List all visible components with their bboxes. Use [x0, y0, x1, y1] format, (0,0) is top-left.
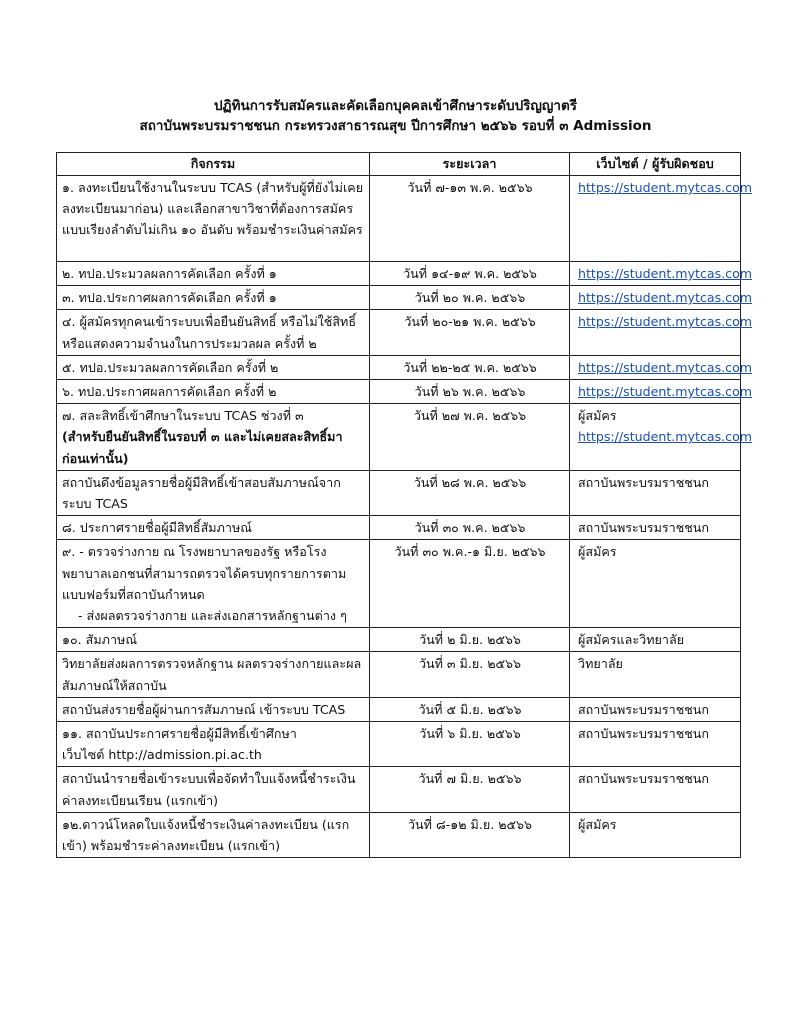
tcas-link[interactable]: https://student.mytcas.com: [578, 266, 753, 281]
table-row: [57, 286, 741, 310]
table-row: [57, 767, 741, 812]
row-period: วันที่ ๓๐ พ.ค. ๒๕๖๖: [370, 516, 570, 540]
row-period: วันที่ ๒๗ พ.ค. ๒๕๖๖: [370, 404, 570, 471]
tcas-link[interactable]: https://student.mytcas.com: [578, 429, 753, 445]
row-activity: ๔. ผู้สมัครทุกคนเข้าระบบเพื่อยืนยันสิทธิ์ หรือไม่ใช้สิทธิ์หรือแสดงความจำนงในการประมวลผล ครั้งที่ ๒: [57, 310, 370, 355]
table-row: [57, 262, 741, 286]
row-activity: ๑๑. สถาบันประกาศรายชื่อผู้มีสิทธิ์เข้าศึกษา: [62, 726, 297, 742]
row-period: วันที่ ๗-๑๓ พ.ค. ๒๕๖๖: [370, 176, 570, 262]
row-period: วันที่ ๓๐ พ.ค.-๑ มิ.ย. ๒๕๖๖: [370, 540, 570, 628]
row-activity: ๘. ประกาศรายชื่อผู้มีสิทธิ์สัมภาษณ์: [57, 516, 370, 540]
row-activity: วิทยาลัยส่งผลการตรวจหลักฐาน ผลตรวจร่างกายและผลสัมภาษณ์ให้สถาบัน: [57, 652, 370, 697]
row-activity-note: (สำหรับยืนยันสิทธิ์ในรอบที่ ๓ และไม่เคยสละสิทธิ์มาก่อนเท่านั้น): [62, 429, 343, 466]
row-activity: สถาบันส่งรายชื่อผู้ผ่านการสัมภาษณ์ เข้าระบบ TCAS: [57, 697, 370, 721]
row-responsible: สถาบันพระบรมราชชนก: [570, 516, 741, 540]
header-website: เว็บไซต์ / ผู้รับผิดชอบ: [570, 153, 741, 176]
table-row: [57, 355, 741, 379]
row-period: วันที่ ๓ มิ.ย. ๒๕๖๖: [370, 652, 570, 697]
row-responsible: ผู้สมัครและวิทยาลัย: [570, 628, 741, 652]
row-period: วันที่ ๗ มิ.ย. ๒๕๖๖: [370, 767, 570, 812]
row-activity: ๗. สละสิทธิ์เข้าศึกษาในระบบ TCAS ช่วงที่ ๓: [62, 408, 304, 424]
row-activity: ๑. ลงทะเบียนใช้งานในระบบ TCAS (สำหรับผู้ที่ยังไม่เคยลงทะเบียนมาก่อน) และเลือกสาขาวิชาที่ต้องการสมัครแบบเรียงลำดับไม่เกิน ๑๐ อันดับ พร้อมชำระเงินค่าสมัคร: [57, 176, 370, 262]
row-responsible: สถาบันพระบรมราชชนก: [570, 767, 741, 812]
schedule-table: [56, 152, 753, 858]
header-period: ระยะเวลา: [370, 153, 570, 176]
row-period: วันที่ ๒๘ พ.ค. ๒๕๖๖: [370, 470, 570, 515]
row-activity: สถาบันดึงข้อมูลรายชื่อผู้มีสิทธิ์เข้าสอบสัมภาษณ์จากระบบ TCAS: [57, 470, 370, 515]
row-period: วันที่ ๒๐-๒๑ พ.ค. ๒๕๖๖: [370, 310, 570, 355]
row-period: วันที่ ๕ มิ.ย. ๒๕๖๖: [370, 697, 570, 721]
tcas-link[interactable]: https://student.mytcas.com: [578, 384, 753, 400]
table-row: [57, 652, 741, 697]
table-row: [57, 310, 741, 355]
table-row: [57, 470, 741, 515]
row-period: วันที่ ๒๐ พ.ค. ๒๕๖๖: [370, 286, 570, 310]
row-responsible: ผู้สมัคร: [578, 408, 617, 424]
table-row: [57, 380, 741, 404]
row-activity: ๖. ทปอ.ประกาศผลการคัดเลือก ครั้งที่ ๒: [57, 380, 370, 404]
row-responsible: สถาบันพระบรมราชชนก: [570, 470, 741, 515]
table-row: [57, 176, 741, 262]
row-activity: ๕. ทปอ.ประมวลผลการคัดเลือก ครั้งที่ ๒: [57, 355, 370, 379]
row-activity: ๑๒.ดาวน์โหลดใบแจ้งหนี้ชำระเงินค่าลงทะเบียน (แรกเข้า) พร้อมชำระค่าลงทะเบียน (แรกเข้า): [57, 812, 370, 857]
row-activity-note: - ส่งผลตรวจร่างกาย และส่งเอกสารหลักฐานต่าง ๆ: [78, 608, 347, 624]
document-subtitle: สถาบันพระบรมราชชนก กระทรวงสาธารณสุข ปีการศึกษา ๒๕๖๖ รอบที่ ๓ Admission: [139, 118, 652, 134]
document-title: ปฏิทินการรับสมัครและคัดเลือกบุคคลเข้าศึกษาระดับปริญญาตรี: [213, 98, 577, 114]
tcas-link[interactable]: https://student.mytcas.com: [578, 359, 753, 375]
row-period: วันที่ ๖ มิ.ย. ๒๕๖๖: [370, 722, 570, 767]
tcas-link[interactable]: https://student.mytcas.com: [578, 180, 753, 195]
table-row: [57, 404, 741, 471]
row-responsible: ผู้สมัคร: [570, 812, 741, 857]
table-row: [57, 812, 741, 857]
row-activity-note: เว็บไซต์ http://admission.pi.ac.th: [62, 747, 262, 763]
row-period: วันที่ ๒๒-๒๕ พ.ค. ๒๕๖๖: [370, 355, 570, 379]
table-header-row: [57, 153, 741, 176]
table-row: [57, 697, 741, 721]
table-row: [57, 540, 741, 628]
row-period: วันที่ ๒ มิ.ย. ๒๕๖๖: [370, 628, 570, 652]
header-activity: กิจกรรม: [57, 153, 370, 176]
row-activity: ๙. - ตรวจร่างกาย ณ โรงพยาบาลของรัฐ หรือโรงพยาบาลเอกชนที่สามารถตรวจได้ครบทุกรายการตามแบบฟอร์มที่สถาบันกำหนด: [62, 544, 347, 602]
row-responsible: วิทยาลัย: [570, 652, 741, 697]
row-activity: ๓. ทปอ.ประกาศผลการคัดเลือก ครั้งที่ ๑: [57, 286, 370, 310]
row-period: วันที่ ๒๖ พ.ค. ๒๕๖๖: [370, 380, 570, 404]
row-period: วันที่ ๑๔-๑๙ พ.ค. ๒๕๖๖: [370, 262, 570, 286]
table-row: [57, 722, 741, 767]
row-activity: ๒. ทปอ.ประมวลผลการคัดเลือก ครั้งที่ ๑: [57, 262, 370, 286]
row-activity: สถาบันนำรายชื่อเข้าระบบเพื่อจัดทำใบแจ้งหนี้ชำระเงินค่าลงทะเบียนเรียน (แรกเข้า): [57, 767, 370, 812]
row-period: วันที่ ๘-๑๒ มิ.ย. ๒๕๖๖: [370, 812, 570, 857]
row-activity: ๑๐. สัมภาษณ์: [57, 628, 370, 652]
row-responsible: สถาบันพระบรมราชชนก: [570, 722, 741, 767]
tcas-link[interactable]: https://student.mytcas.com: [578, 290, 753, 306]
row-responsible: ผู้สมัคร: [570, 540, 741, 628]
table-row: [57, 516, 741, 540]
tcas-link[interactable]: https://student.mytcas.com: [578, 314, 753, 330]
row-responsible: สถาบันพระบรมราชชนก: [570, 697, 741, 721]
table-row: [57, 628, 741, 652]
